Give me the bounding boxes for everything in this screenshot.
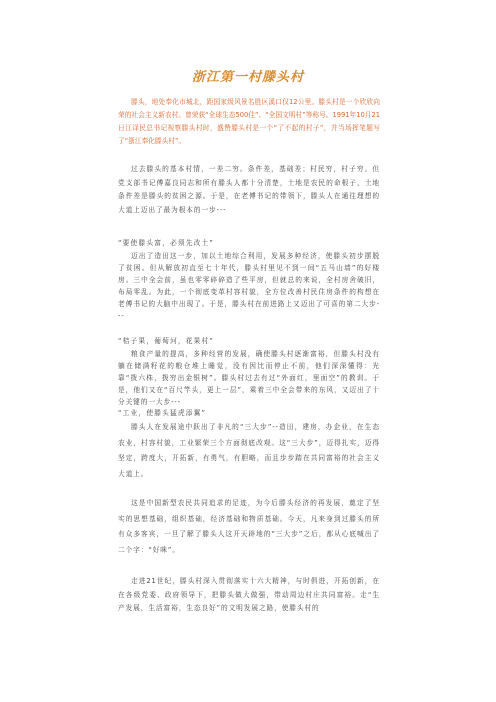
paragraph-housing: 迈出了造田这一步，加以土地综合利用，发展多种经济，使滕头初步摆脱了贫困。但从解放初直至七十年代，滕头村里见不到一间“五马山墙”的好楼房。三中全会前，虽也零零碎碎造了些平房，但就总的来说，全村房舍破旧，布局零乱。为此，一个彻底变革村容村貌，全方位改善村民住房条件的构想在老傅书记的大脑中出现了。于是，滕头村在前进路上又迈出了可喜的第二大步--- [118,252,380,320]
section-heading-land: “要使滕头富，必须先改土” [118,239,215,247]
paragraph-foundation: 这是中国新型农民共同追求的足迹，为今后滕头经济的再发展，奠定了坚实的思想基础，组织基础，经济基础和物质基础。今天，凡来身到过滕头的所有众多客宾，一旦了解了滕头人这开天辟地的“三大步”之后，都从心底喊出了二个字：“好咪”。 [118,499,380,554]
paragraph-industry-step: 粮食产量的提高，多种经营的发展，确使滕头村逐渐富裕，但滕头村没有躺在储满籽花的粮仓堆上睡觉，没有因比而停止不前，他们深深懂得：光靠“拨六株，拨穷出金银树”。滕头村过去有过“外面红，里面空”的教训。于是，他们又在“百尺竿头，更上一层”，乘着三中全会带来的东风，又迈出了十分关键的一大步--- [118,350,380,406]
section-heading-fruit: “桔子果，葡萄河，花果村” [118,337,215,345]
intro-paragraph: 滕头，地处奉化市城北，距国家级风景名胜区溪口仅12公里。滕头村是一个欣欣向荣的社会主义新农村。曾荣获“全球生态500佳”、“全国文明村”等称号。1991年10月21日江泽民总书记视察滕头村时，盛赞滕头村是一个“了不起的村子”，并当场挥笔题写了“浙江奉化滕头村”。 [118,98,380,145]
paragraph-village-conditions: 过去滕头的基本村情，一差二穷。条件差，基础差；村民穷，村子穷。但党支部书记傅嘉良同志和所有滕头人都十分清楚，土地是农民的命根子，土地条件差是滕头的贫困之源。于是，在老傅书记的带领下，滕头人在通往理想的大道上迈出了最为根本的一步--- [118,165,380,214]
document-title: 浙江第一村滕头村 [191,70,304,85]
paragraph-21st-century: 走进21世纪，滕头村深入贯彻落实十六大精神，与时俱进，开拓创新，在在各级党委、政府领导下，把滕头做大做强，带动周边村庄共同富裕。走“生产发展，生活富裕，生态良好”的文明发展之路，使滕头村的 [118,577,380,612]
paragraph-three-steps: 滕头人在发展途中跃出了非凡的“三大步”--造田，建房，办企业，在生态农业，村容村貌，工业繁荣三个方面彻底改观。这“三大步”，迈得扎实，迈得坚定，跨度大，开拓新，有勇气，有胆略，而且步步踏在共同富裕的社会主义大道上。 [118,423,380,478]
section-heading-industry: “工业，使滕头猛虎添翼” [118,409,207,417]
